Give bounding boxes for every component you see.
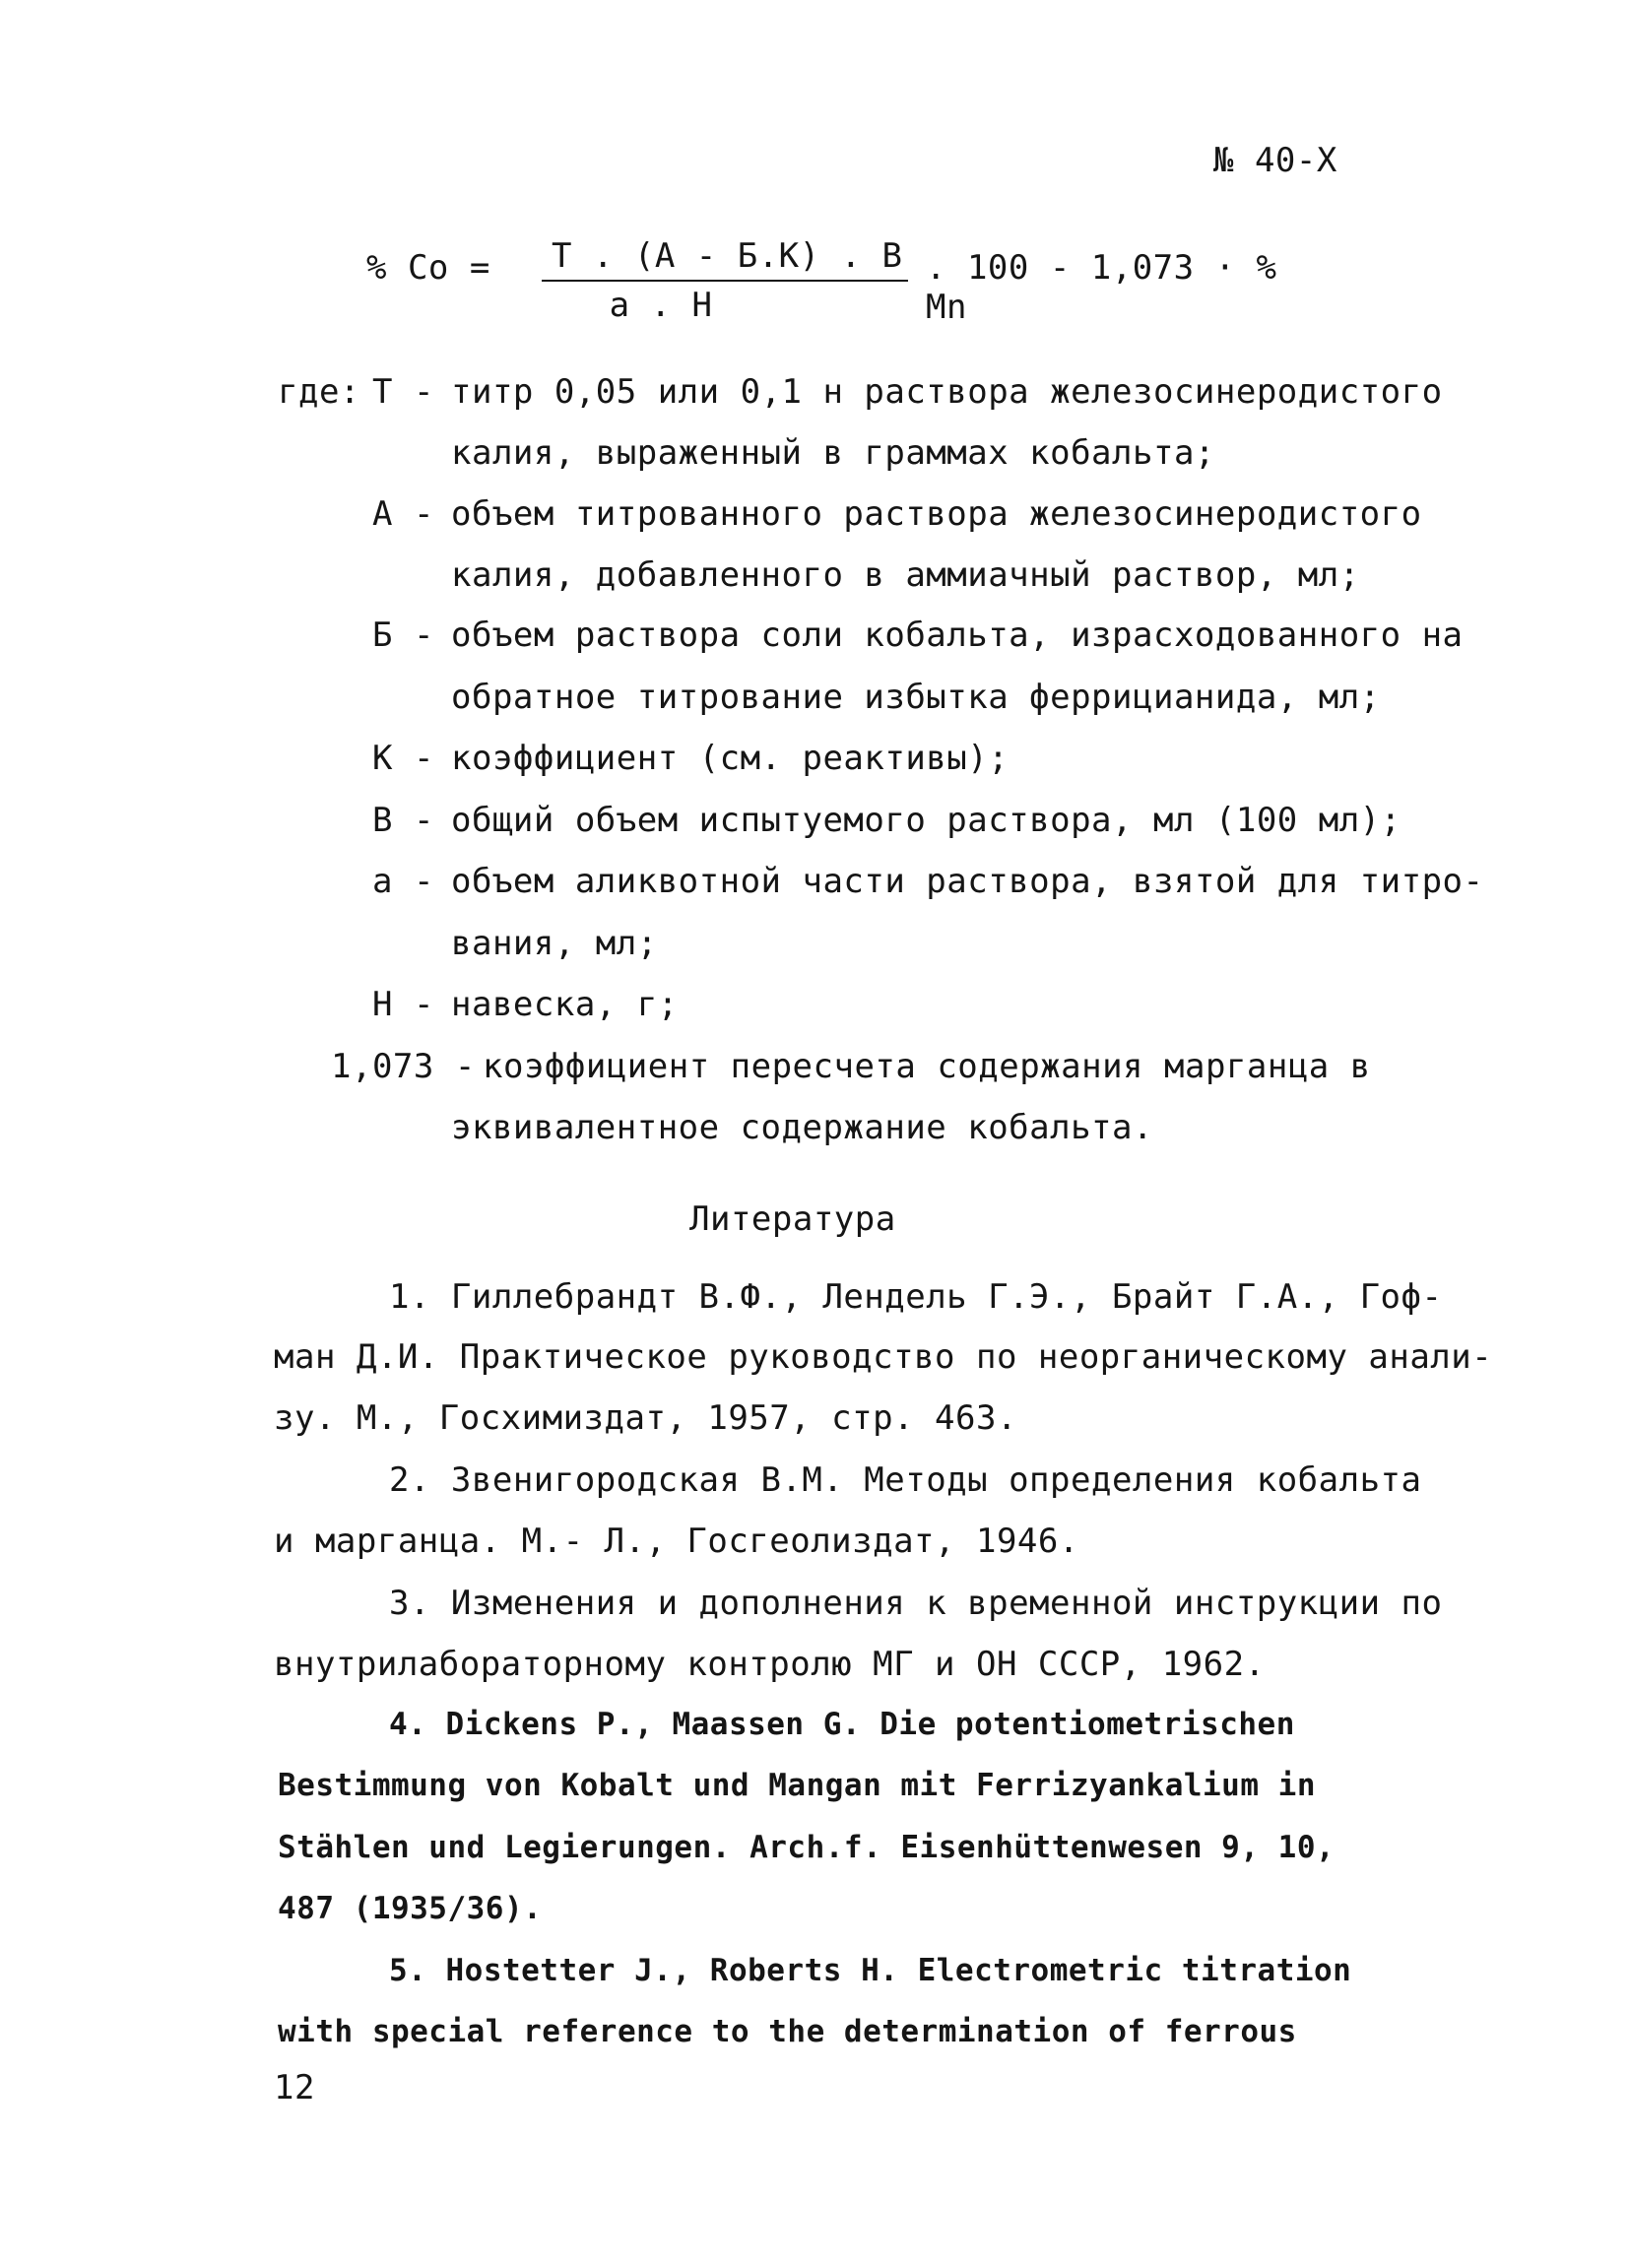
reference-line: with special reference to the determination of ferrous bbox=[278, 2014, 1297, 2049]
reference-line: и марганца. М.- Л., Госгеолиздат, 1946. bbox=[274, 1522, 1079, 1561]
formula-lhs: % Co = bbox=[366, 248, 490, 288]
reference-line: 487 (1935/36). bbox=[278, 1891, 543, 1926]
page-number: 12 bbox=[274, 2068, 315, 2107]
legend-text: объем титрованного раствора железосинеродистого bbox=[451, 494, 1422, 534]
reference-line: Bestimmung von Kobalt und Mangan mit Ferrizyankalium in bbox=[278, 1768, 1316, 1803]
legend-symbol: а - bbox=[372, 862, 434, 901]
legend-text: вания, мл; bbox=[451, 924, 658, 963]
formula-fraction bbox=[542, 236, 908, 335]
legend-text: общий объем испытуемого раствора, мл (100 мл); bbox=[451, 801, 1401, 840]
reference-line: 5. Hostetter J., Roberts H. Electrometric titration bbox=[389, 1953, 1352, 1988]
reference-line: 4. Dickens P., Maassen G. Die potentiometrischen bbox=[389, 1707, 1295, 1742]
legend-text: объем аликвотной части раствора, взятой для титро- bbox=[451, 862, 1484, 901]
legend-text: навеска, г; bbox=[451, 985, 679, 1024]
formula-denominator: a . H bbox=[609, 286, 713, 325]
legend-text: коэффициент (см. реактивы); bbox=[451, 739, 1010, 778]
legend-symbol: Б - bbox=[372, 616, 434, 655]
reference-line: ман Д.И. Практическое руководство по неорганическому анали- bbox=[274, 1337, 1493, 1377]
formula-numerator: T . (A - Б.К) . В bbox=[552, 236, 903, 276]
legend-text: обратное титрование избытка феррицианида, мл; bbox=[451, 678, 1381, 717]
legend-symbol: В - bbox=[372, 801, 434, 840]
fraction-bar bbox=[542, 280, 908, 282]
reference-line: внутрилабораторному контролю МГ и ОН СССР, 1962. bbox=[274, 1645, 1266, 1684]
reference-line: 3. Изменения и дополнения к временной инструкции по bbox=[389, 1584, 1443, 1623]
reference-line: зу. М., Госхимиздат, 1957, стр. 463. bbox=[274, 1398, 1017, 1438]
references-heading: Литература bbox=[689, 1199, 896, 1239]
document-number: № 40-Х bbox=[1213, 141, 1337, 180]
legend-text: калия, выраженный в граммах кобальта; bbox=[451, 433, 1215, 473]
legend-symbol: Н - bbox=[372, 985, 434, 1024]
legend-symbol: 1,073 - bbox=[331, 1047, 476, 1086]
legend-symbol: Т - bbox=[372, 372, 434, 412]
formula-rhs: . 100 - 1,073 · % Mn bbox=[926, 248, 1277, 327]
legend-text: эквивалентное содержание кобальта. bbox=[451, 1108, 1153, 1147]
reference-line: 2. Звенигородская В.М. Методы определения кобальта bbox=[389, 1460, 1422, 1500]
legend-text: объем раствора соли кобальта, израсходованного на bbox=[451, 616, 1464, 655]
legend-text: титр 0,05 или 0,1 н раствора железосинеродистого bbox=[451, 372, 1443, 412]
legend-symbol: А - bbox=[372, 494, 434, 534]
reference-line: 1. Гиллебрандт В.Ф., Лендель Г.Э., Брайт Г.А., Гоф- bbox=[389, 1277, 1443, 1317]
legend-text: коэффициент пересчета содержания марганца в bbox=[483, 1047, 1371, 1086]
reference-line: Stählen und Legierungen. Arch.f. Eisenhüttenwesen 9, 10, bbox=[278, 1830, 1336, 1865]
legend-text: калия, добавленного в аммиачный раствор, мл; bbox=[451, 555, 1360, 595]
legend-symbol: К - bbox=[372, 739, 434, 778]
cobalt-formula bbox=[366, 236, 1332, 335]
legend-intro: где: bbox=[278, 372, 360, 412]
